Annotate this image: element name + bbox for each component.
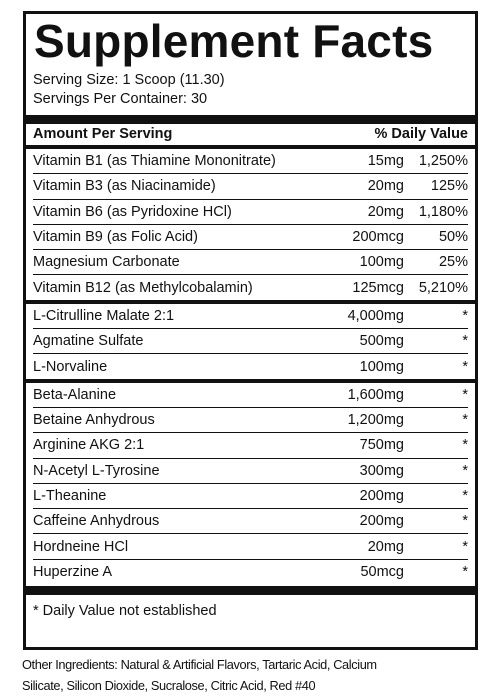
nutrient-daily-value: 50% bbox=[438, 229, 468, 246]
bottom-heavy-divider bbox=[26, 586, 475, 595]
nutrient-daily-value: * bbox=[462, 358, 468, 375]
nutrient-daily-value: 1,180% bbox=[418, 203, 468, 220]
other-ingredients-line-1: Other Ingredients: Natural & Artificial Flavors, Tartaric Acid, Calcium bbox=[22, 657, 377, 672]
nutrient-name: Huperzine A bbox=[33, 563, 112, 580]
nutrient-name: L-Norvaline bbox=[33, 358, 108, 375]
nutrient-row bbox=[33, 459, 468, 483]
nutrient-row bbox=[33, 174, 468, 198]
nutrient-daily-value: * bbox=[462, 412, 468, 429]
nutrient-row bbox=[33, 304, 468, 328]
nutrient-row bbox=[33, 509, 468, 533]
nutrient-daily-value: 25% bbox=[438, 254, 468, 271]
nutrient-name: Vitamin B6 (as Pyridoxine HCl) bbox=[33, 203, 232, 220]
nutrient-amount: 750mg bbox=[359, 437, 404, 454]
other-ingredients-line-2: Silicate, Silicon Dioxide, Sucralose, Citric Acid, Red #40 bbox=[22, 678, 316, 693]
nutrient-amount: 20mg bbox=[367, 203, 404, 220]
nutrient-name: Hordneine HCl bbox=[33, 538, 129, 555]
amount-per-serving-heading: Amount Per Serving bbox=[33, 126, 173, 142]
nutrient-amount: 1,600mg bbox=[347, 386, 404, 403]
nutrient-row bbox=[33, 200, 468, 224]
serving-size: Serving Size: 1 Scoop (11.30) bbox=[33, 72, 225, 88]
nutrient-name: Arginine AKG 2:1 bbox=[33, 437, 145, 454]
ingredient-section-1 bbox=[33, 304, 468, 379]
nutrient-daily-value: 5,210% bbox=[418, 279, 468, 296]
nutrient-daily-value: * bbox=[462, 437, 468, 454]
nutrient-name: L-Citrulline Malate 2:1 bbox=[33, 307, 175, 324]
nutrient-daily-value: * bbox=[462, 386, 468, 403]
nutrient-row bbox=[33, 560, 468, 584]
daily-value-heading: % Daily Value bbox=[374, 126, 468, 142]
nutrient-row bbox=[33, 408, 468, 432]
nutrient-daily-value: * bbox=[462, 538, 468, 555]
column-header bbox=[33, 124, 468, 145]
nutrient-row bbox=[33, 329, 468, 353]
nutrient-name: Betaine Anhydrous bbox=[33, 412, 155, 429]
nutrient-name: Vitamin B3 (as Niacinamide) bbox=[33, 178, 216, 195]
nutrient-row bbox=[33, 484, 468, 508]
supplement-facts-panel bbox=[23, 11, 478, 650]
nutrient-row bbox=[33, 534, 468, 558]
nutrient-row bbox=[33, 433, 468, 457]
nutrient-daily-value: * bbox=[462, 513, 468, 530]
nutrient-amount: 125mcg bbox=[352, 279, 404, 296]
vitamin-section bbox=[33, 149, 468, 300]
nutrient-name: Magnesium Carbonate bbox=[33, 254, 180, 271]
nutrient-name: Agmatine Sulfate bbox=[33, 333, 144, 350]
nutrient-row bbox=[33, 275, 468, 299]
panel-title: Supplement Facts bbox=[34, 15, 434, 67]
nutrient-daily-value: * bbox=[462, 307, 468, 324]
footnote: * Daily Value not established bbox=[33, 603, 217, 620]
nutrient-daily-value: * bbox=[462, 333, 468, 350]
nutrient-name: Vitamin B1 (as Thiamine Mononitrate) bbox=[33, 153, 276, 170]
nutrient-amount: 20mg bbox=[367, 538, 404, 555]
nutrient-row bbox=[33, 149, 468, 173]
nutrient-amount: 200mg bbox=[359, 488, 404, 504]
nutrient-amount: 300mg bbox=[359, 462, 404, 479]
nutrient-amount: 20mg bbox=[367, 178, 404, 195]
nutrient-amount: 200mcg bbox=[352, 229, 404, 246]
nutrient-amount: 1,200mg bbox=[347, 412, 404, 429]
nutrient-amount: 500mg bbox=[359, 333, 404, 350]
nutrient-row bbox=[33, 225, 468, 249]
nutrient-row bbox=[33, 383, 468, 407]
nutrient-daily-value: 1,250% bbox=[418, 153, 468, 170]
nutrient-name: Caffeine Anhydrous bbox=[33, 513, 160, 530]
nutrient-name: N-Acetyl L-Tyrosine bbox=[33, 462, 160, 479]
ingredient-section-2 bbox=[33, 383, 468, 584]
nutrient-daily-value: 125% bbox=[430, 178, 468, 195]
nutrient-name: Vitamin B9 (as Folic Acid) bbox=[33, 229, 198, 246]
nutrient-daily-value: * bbox=[462, 488, 468, 504]
nutrient-amount: 200mg bbox=[359, 513, 404, 530]
nutrient-daily-value: * bbox=[462, 563, 468, 580]
nutrient-row bbox=[33, 250, 468, 274]
nutrient-name: L-Theanine bbox=[33, 488, 107, 504]
other-ingredients bbox=[22, 654, 478, 696]
nutrient-amount: 100mg bbox=[359, 358, 404, 375]
nutrient-daily-value: * bbox=[462, 462, 468, 479]
nutrient-amount: 50mcg bbox=[360, 563, 404, 580]
nutrient-amount: 15mg bbox=[367, 153, 404, 170]
nutrient-amount: 100mg bbox=[359, 254, 404, 271]
nutrient-name: Beta-Alanine bbox=[33, 386, 117, 403]
servings-per-container: Servings Per Container: 30 bbox=[33, 91, 208, 107]
nutrient-row bbox=[33, 354, 468, 378]
nutrient-amount: 4,000mg bbox=[347, 307, 404, 324]
nutrient-name: Vitamin B12 (as Methylcobalamin) bbox=[33, 279, 253, 296]
heavy-divider bbox=[26, 115, 475, 124]
